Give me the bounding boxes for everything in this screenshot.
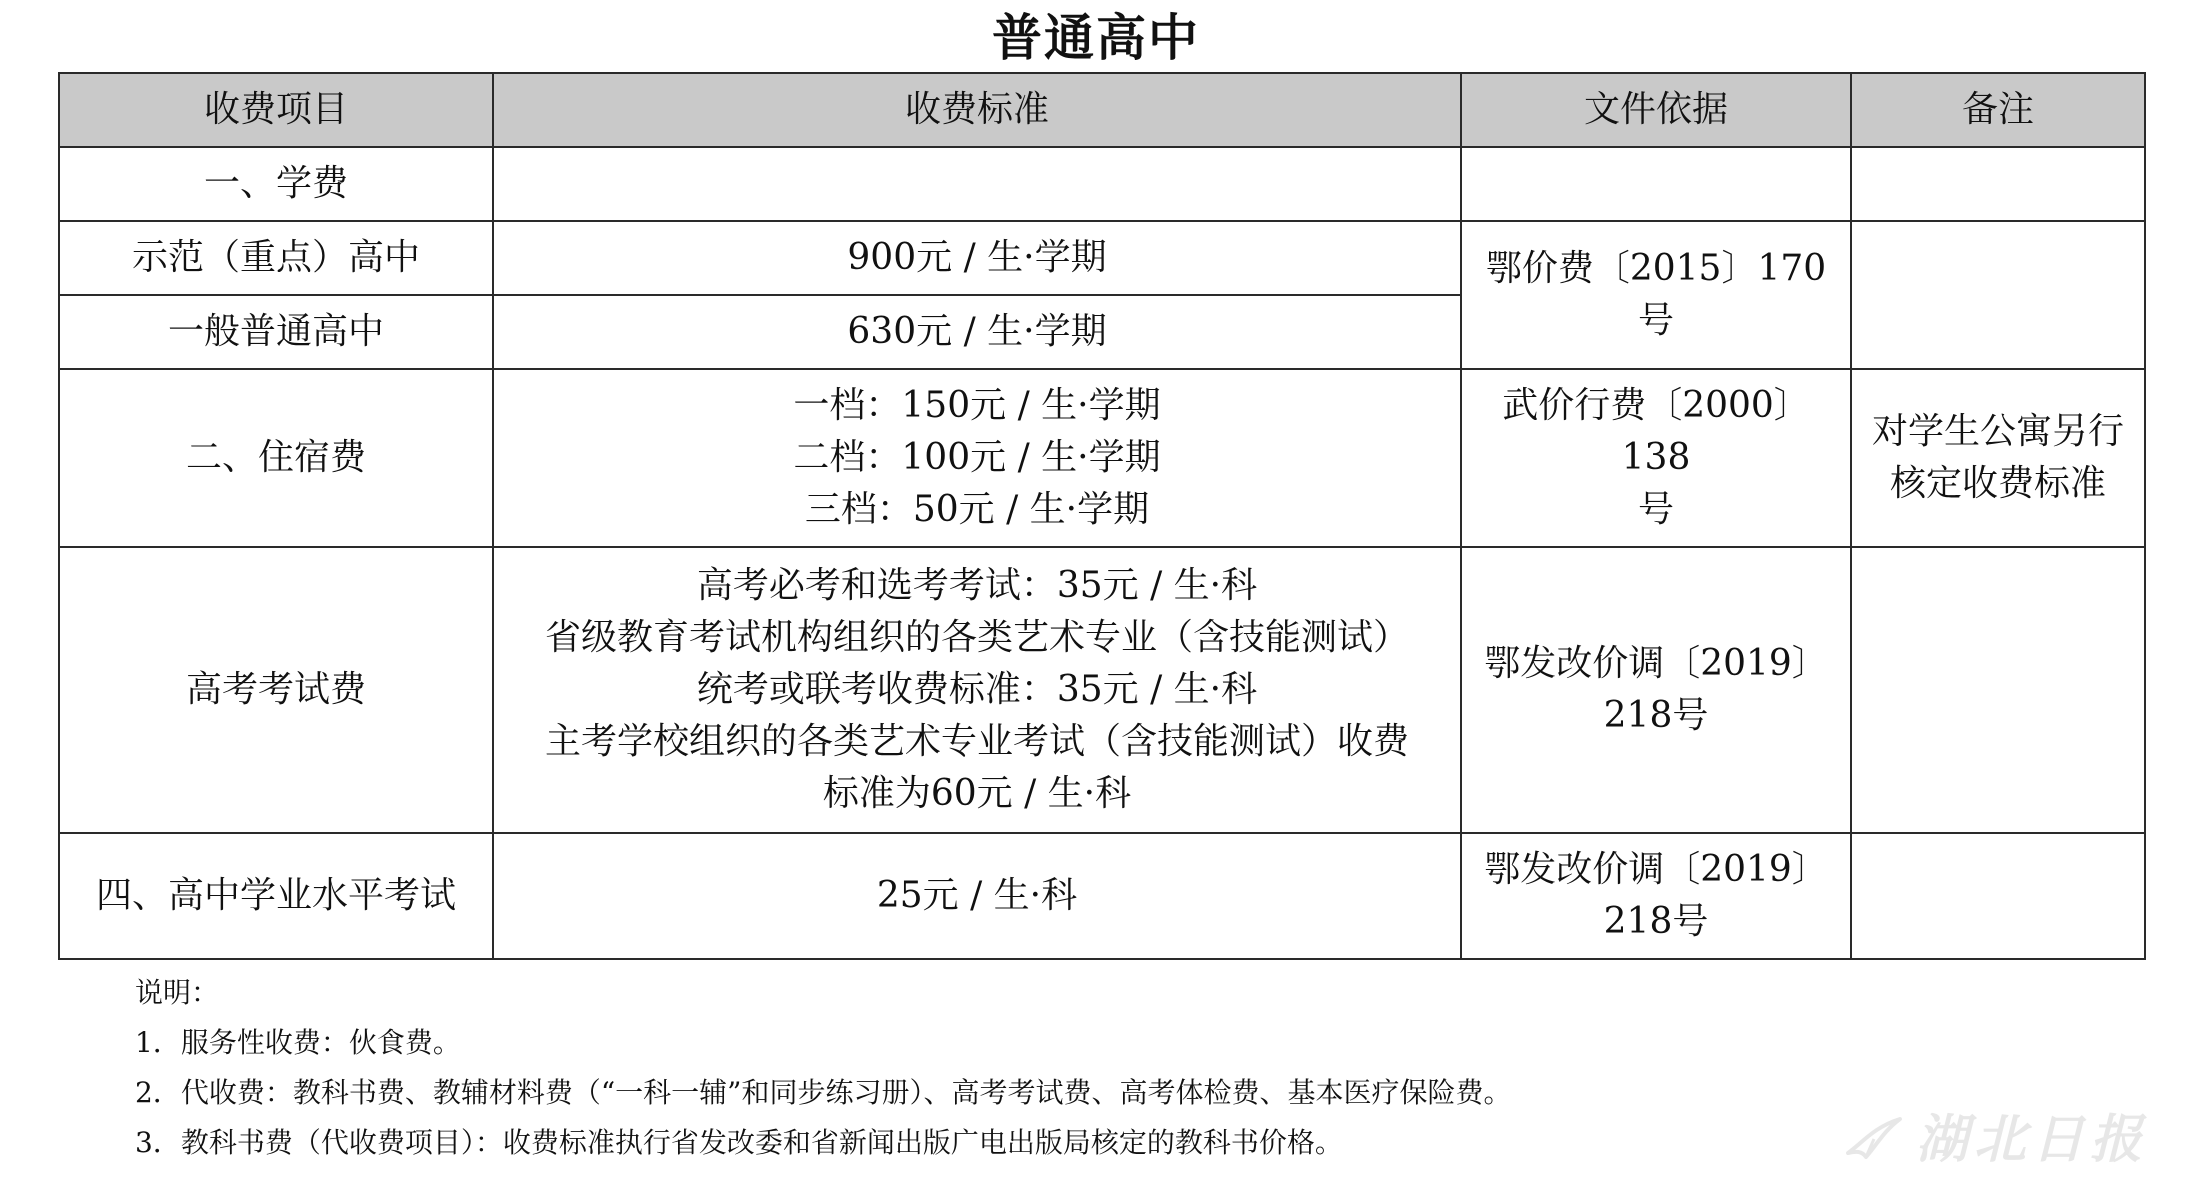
dorm-standard-line: 一档：150元 / 生·学期 [793,385,1161,426]
table-row-exam [59,547,2145,833]
cell-key-high-standard: 900元 / 生·学期 [493,221,1461,295]
header-fee-item: 收费项目 [59,73,493,147]
dorm-note-line: 对学生公寓另行 [1871,411,2124,452]
table-row-tuition-header [59,147,2145,221]
cell-empty [1851,833,2145,959]
cell-proficiency-basis [1461,833,1851,959]
cell-dorm-note [1851,369,2145,547]
header-row [59,73,2145,147]
cell-exam-standard [493,547,1461,833]
proficiency-basis-line: 218号 [1603,901,1709,942]
cell-empty [1851,547,2145,833]
watermark-text: 湖北日报 [1916,1109,2149,1170]
exam-basis-line: 鄂发改价调〔2019〕 [1484,643,1828,684]
fee-table [58,72,2146,960]
exam-standard-line: 省级教育考试机构组织的各类艺术专业（含技能测试） [544,617,1409,658]
exam-standard-line: 高考必考和选考考试：35元 / 生·科 [696,565,1258,606]
cell-general-high-standard: 630元 / 生·学期 [493,295,1461,369]
notes-heading: 说明： [135,976,220,1009]
table-row-proficiency [59,833,2145,959]
header-document-basis: 文件依据 [1461,73,1851,147]
cell-empty [1851,147,2145,221]
exam-standard-line: 统考或联考收费标准：35元 / 生·科 [696,669,1258,710]
cell-exam-item: 高考考试费 [59,547,493,833]
header-remarks: 备注 [1851,73,2145,147]
note-item: 2．代收费：教科书费、教辅材料费（“一科一辅”和同步练习册）、高考考试费、高考体检费、基本医疗保险费。 [135,1076,1512,1109]
cell-empty [493,147,1461,221]
cell-proficiency-item: 四、高中学业水平考试 [59,833,493,959]
header-fee-standard: 收费标准 [493,73,1461,147]
exam-standard-line: 标准为60元 / 生·科 [822,773,1132,814]
dorm-basis-line: 武价行费〔2000〕138 [1502,385,1810,478]
page-title: 普通高中 [992,8,1200,67]
table-row-key-high [59,221,2145,295]
cell-general-high-item: 一般普通高中 [59,295,493,369]
proficiency-basis-line: 鄂发改价调〔2019〕 [1484,849,1828,890]
cell-dorm-item: 二、住宿费 [59,369,493,547]
note-item: 3．教科书费（代收费项目）：收费标准执行省发改委和省新闻出版广电出版局核定的教科书价格。 [135,1126,1343,1159]
bird-logo-icon [1844,1113,1904,1167]
cell-tuition-item: 一、学费 [59,147,493,221]
note-item: 1．服务性收费：伙食费。 [135,1026,461,1059]
cell-dorm-basis [1461,369,1851,547]
cell-tuition-basis: 鄂价费〔2015〕170号 [1461,221,1851,369]
dorm-standard-line: 二档：100元 / 生·学期 [793,437,1161,478]
exam-standard-line: 主考学校组织的各类艺术专业考试（含技能测试）收费 [544,721,1409,762]
cell-empty [1461,147,1851,221]
watermark [1844,1110,2174,1170]
cell-exam-basis [1461,547,1851,833]
dorm-standard-line: 三档：50元 / 生·学期 [804,489,1150,530]
cell-empty [1851,221,2145,369]
cell-proficiency-standard: 25元 / 生·科 [493,833,1461,959]
exam-basis-line: 218号 [1603,695,1709,736]
cell-dorm-standard [493,369,1461,547]
cell-key-high-item: 示范（重点）高中 [59,221,493,295]
notes-section [135,968,1511,1168]
dorm-note-line: 核定收费标准 [1889,463,2106,504]
table-row-dorm [59,369,2145,547]
dorm-basis-line: 号 [1637,489,1674,530]
